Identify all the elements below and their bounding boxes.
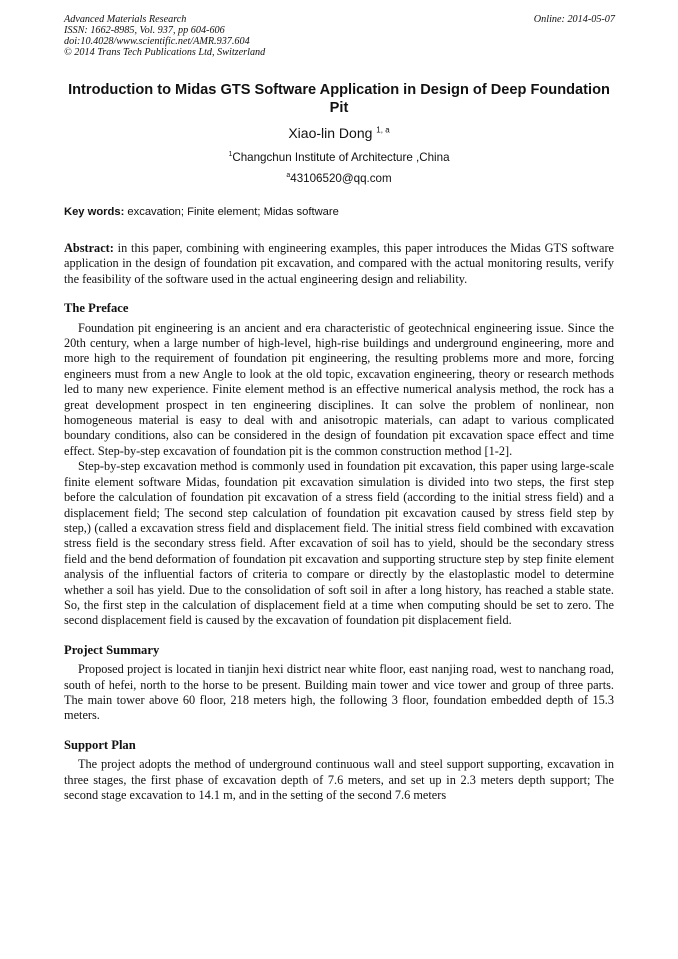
affiliation-text: Changchun Institute of Architecture ,China [232, 151, 450, 164]
author-name: Xiao-lin Dong [288, 125, 373, 141]
email-superscript: a [286, 172, 291, 180]
affiliation-superscript: 1 [228, 151, 233, 159]
abstract-text: in this paper, combining with engineering examples, this paper introduces the Midas GTS software application in the design of foundation pit excavation, and compared with the actual monitoring results, verify the feasibility of the software used in the actual engineering design and reliability. [64, 241, 614, 286]
section-heading-preface: The Preface [64, 301, 129, 316]
support-plan-paragraph: The project adopts the method of underground continuous wall and steel support supporting, excavation in three stages, the first phase of excavation depth of 7.6 meters, and set up in 2.3 meters depth support; The second stage excavation to 14.1 m, and in the setting of the second 7.6 meters [64, 757, 614, 802]
section-heading-support-plan: Support Plan [64, 737, 136, 752]
preface-paragraph-2: Step-by-step excavation method is commonly used in foundation pit excavation, this paper using large-scale finite element software Midas, foundation pit excavation simulation is divided into two steps, the first step before the calculation of foundation pit excavation of a stress field (according to the initial stress field) and a displacement field; The second step calculation of foundation pit excavation caused by stress field step by step,) (called a excavation stress field and displacement field. The initial stress field combined with excavation stress field is the secondary stress field. After excavation of soil has to yield, should be the secondary stress field and the bend deformation of foundation pit excavation and supporting structure step by step finite element analysis of the influential factors of criteria to compare or directly by the elastoplastic model to determine whether a soil has yield. Due to the consolidation of soft soil in after a long history, has reached a stable state. So, the first step in the calculation of displacement field at a time when computing should be set to zero. The second displacement field is caused by the excavation of foundation pit displacement field. [64, 459, 614, 628]
email-text: 43106520@qq.com [290, 172, 392, 185]
section-heading-project-summary: Project Summary [64, 642, 160, 657]
keywords-label: Key words: [64, 206, 125, 218]
keywords-text: excavation; Finite element; Midas software [127, 206, 339, 218]
paper-body [64, 241, 614, 803]
journal-header [64, 14, 615, 58]
author-superscript: 1, a [376, 125, 390, 135]
keywords [64, 206, 614, 218]
affiliation [64, 151, 614, 164]
journal-copyright: © 2014 Trans Tech Publications Ltd, Switzerland [64, 47, 266, 58]
abstract-label: Abstract: [64, 241, 114, 255]
paper-title: Introduction to Midas GTS Software Application in Design of Deep Foundation Pit [68, 82, 610, 116]
preface-paragraph-1: Foundation pit engineering is an ancient and era characteristic of geotechnical engineering issue. Since the 20th century, when a large number of high-level, high-rise buildings and underground engineering, more and more high to the requirement of foundation pit engineering, the resulting problems more and more, forcing engineers must from a new Angle to look at the old topic, excavation engineering, theory or research methods led to many new experience. Finite element method is an effective numerical analysis method, the rock has a great development prospect in ten engineering disciplines. It can solve the problem of nonlinear, non homogeneous material is easy to deal with and anisotropic materials, can adapt to various complicated boundary conditions, also can be considered in the design of foundation pit excavation space effect and time effect. Step-by-step excavation of foundation pit is the common construction method [1-2]. [64, 320, 614, 458]
project-summary-paragraph: Proposed project is located in tianjin hexi district near white floor, east nanjing road, west to nanchang road, south of hefei, north to the horse to be present. Building main tower and vice tower and group of three parts. The main tower above 60 floor, 218 meters high, the following 3 floor, foundation embedded depth of 15.3 meters. [64, 662, 614, 723]
journal-name: Advanced Materials Research [64, 14, 187, 25]
abstract [64, 241, 614, 287]
author-email [64, 172, 614, 185]
online-date: Online: 2014-05-07 [533, 14, 615, 25]
journal-issn: ISSN: 1662-8985, Vol. 937, pp 604-606 [64, 25, 225, 36]
author-line [64, 125, 614, 141]
journal-doi: doi:10.4028/www.scientific.net/AMR.937.604 [64, 36, 250, 47]
